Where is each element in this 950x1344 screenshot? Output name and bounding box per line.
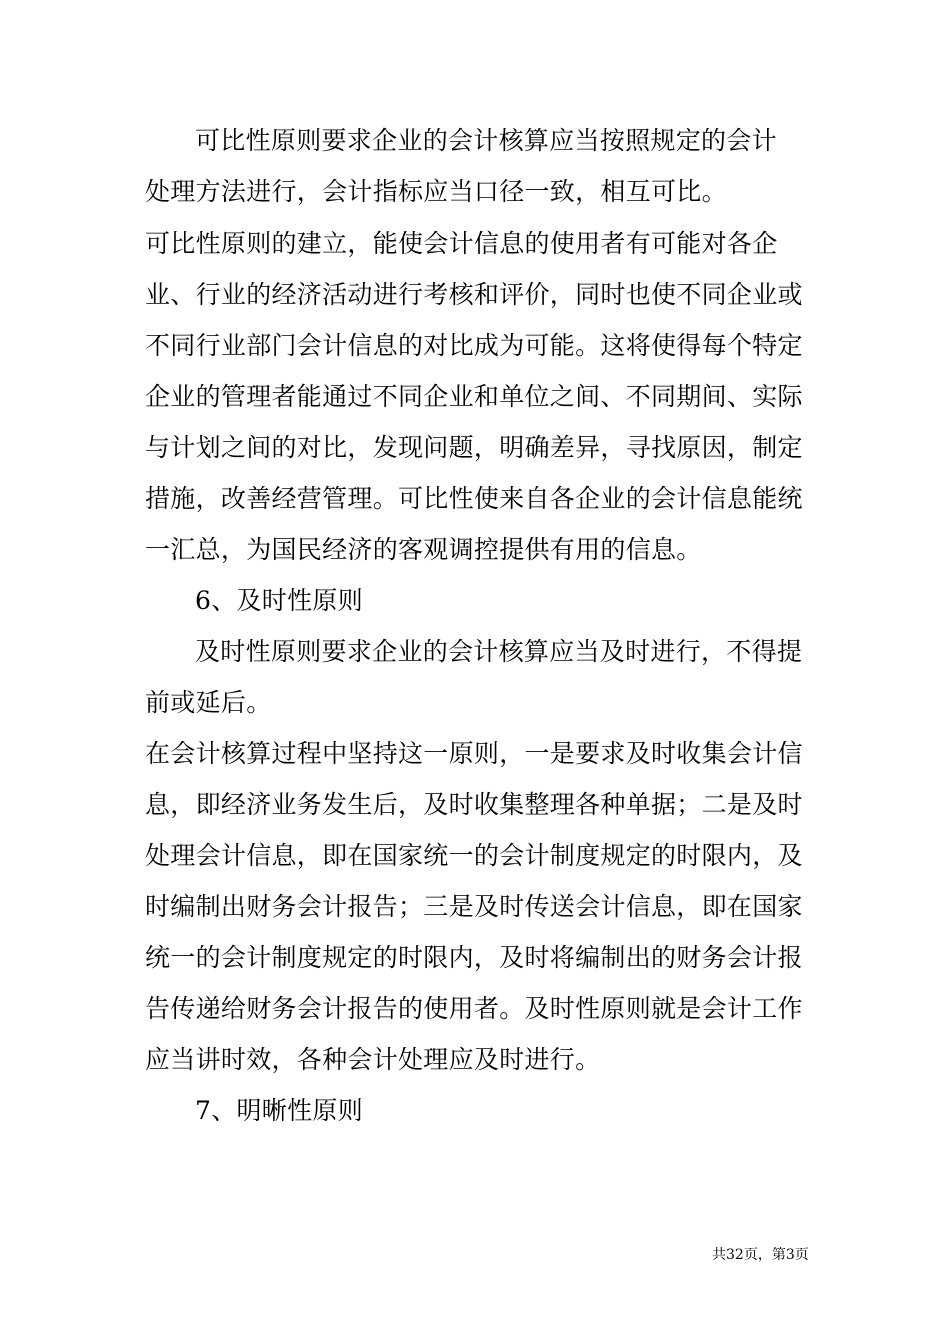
text-line: 前或延后。 [145,688,272,717]
text-line: 企业的管理者能通过不同企业和单位之间、不同期间、实际 [145,382,803,411]
text-line: 不同行业部门会计信息的对比成为可能。这将使得每个特定 [145,331,803,360]
text-line: 可比性原则要求企业的会计核算应当按照规定的会计 [195,126,777,155]
text-line: 告传递给财务会计报告的使用者。及时性原则就是会计工作 [145,994,803,1023]
text-line: 与计划之间的对比，发现问题，明确差异，寻找原因，制定 [145,433,803,462]
page-number-footer: 共32页，第3页 [712,1247,809,1263]
text-line: 处理方法进行，会计指标应当口径一致，相互可比。 [145,177,727,206]
text-line: 息，即经济业务发生后，及时收集整理各种单据；二是及时 [145,790,803,819]
text-line: 应当讲时效，各种会计处理应及时进行。 [145,1045,601,1074]
text-line: 一汇总，为国民经济的客观调控提供有用的信息。 [145,535,702,564]
text-line: 在会计核算过程中坚持这一原则，一是要求及时收集会计信 [145,739,803,768]
text-line: 措施，改善经营管理。可比性使来自各企业的会计信息能统 [145,484,803,513]
text-line: 处理会计信息，即在国家统一的会计制度规定的时限内，及 [145,841,803,870]
section-heading: 7、明晰性原则 [195,1096,364,1125]
section-heading: 6、及时性原则 [195,586,364,615]
text-line: 统一的会计制度规定的时限内，及时将编制出的财务会计报 [145,943,803,972]
text-line: 时编制出财务会计报告；三是及时传送会计信息，即在国家 [145,892,803,921]
text-line: 业、行业的经济活动进行考核和评价，同时也使不同企业或 [145,280,803,309]
text-line: 可比性原则的建立，能使会计信息的使用者有可能对各企 [145,229,778,258]
text-line: 及时性原则要求企业的会计核算应当及时进行，不得提 [195,637,803,666]
